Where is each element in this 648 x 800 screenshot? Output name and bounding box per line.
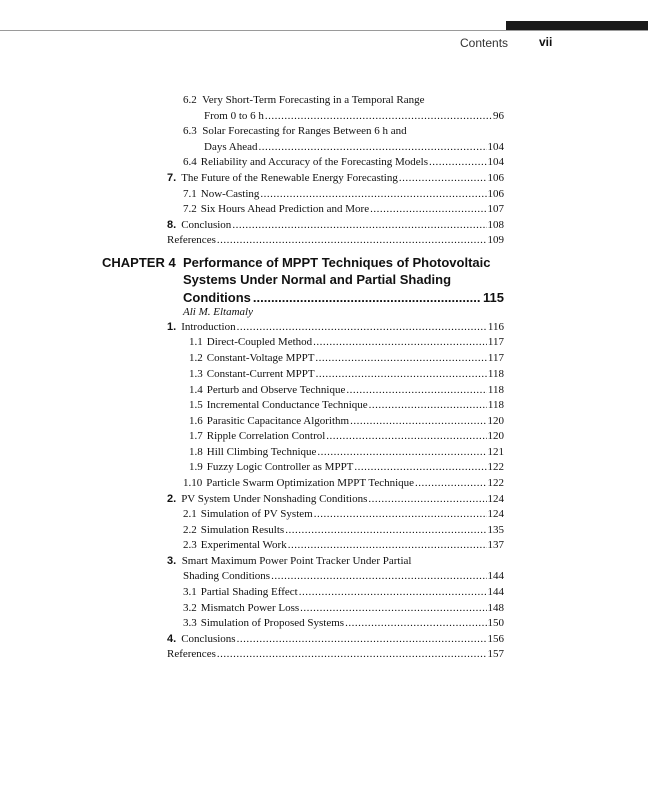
entry-page: 106	[487, 188, 504, 200]
toc-section[interactable]	[167, 632, 504, 647]
entry-number: 1.7	[189, 430, 203, 442]
entry-title: The Future of the Renewable Energy Forecasting	[181, 172, 398, 184]
entry-title: Mismatch Power Loss	[200, 602, 300, 614]
entry-title: From 0 to 6 h	[204, 110, 264, 122]
toc-entry[interactable]	[189, 335, 504, 350]
entry-page: 122	[487, 461, 504, 473]
entry-title: Fuzzy Logic Controller as MPPT	[206, 461, 354, 473]
toc-entry[interactable]	[189, 445, 504, 460]
toc-entry[interactable]	[189, 414, 504, 429]
entry-page: 148	[487, 602, 504, 614]
chapter-page: 115	[483, 290, 504, 305]
toc-section[interactable]	[167, 492, 504, 507]
entry-title: Constant-Voltage MPPT	[206, 352, 315, 364]
toc-entry[interactable]	[204, 109, 504, 124]
entry-page: 107	[487, 203, 504, 215]
entry-title: Perturb and Observe Technique	[206, 384, 346, 396]
toc-entry-heading[interactable]	[183, 124, 407, 139]
toc-entry[interactable]	[189, 351, 504, 366]
entry-title: Incremental Conductance Technique	[206, 399, 368, 411]
toc-entry-heading[interactable]	[183, 93, 425, 108]
entry-title: Experimental Work	[200, 539, 287, 551]
entry-title: Six Hours Ahead Prediction and More	[200, 203, 370, 215]
entry-title: Particle Swarm Optimization MPPT Technique	[206, 477, 415, 489]
entry-title: Reliability and Accuracy of the Forecasting Models	[200, 156, 429, 168]
entry-number: 3.3	[183, 617, 197, 629]
toc-entry[interactable]	[189, 367, 504, 382]
entry-page: 118	[487, 368, 504, 380]
chapter-title: Conditions	[183, 290, 251, 305]
toc-entry[interactable]	[183, 187, 504, 202]
toc-entry[interactable]	[183, 616, 504, 631]
entry-page: 121	[487, 446, 504, 458]
entry-title: Introduction	[181, 321, 236, 333]
entry-page: 144	[487, 570, 504, 582]
toc-entry[interactable]	[183, 155, 504, 170]
toc-entry[interactable]	[189, 429, 504, 444]
toc-entry[interactable]	[183, 507, 504, 522]
entry-title: Solar Forecasting for Ranges Between 6 h and	[202, 125, 407, 137]
toc-section-heading[interactable]	[167, 554, 411, 569]
entry-page: 118	[487, 384, 504, 396]
toc-section[interactable]	[167, 320, 504, 335]
entry-number: 3.1	[183, 586, 197, 598]
entry-number: 6.3	[183, 125, 197, 137]
entry-number: 1.6	[189, 415, 203, 427]
entry-title: Very Short-Term Forecasting in a Temporal Range	[202, 94, 425, 106]
toc-entry[interactable]	[189, 383, 504, 398]
entry-title: References	[167, 648, 216, 660]
entry-title: PV System Under Nonshading Conditions	[181, 493, 368, 505]
entry-page: 104	[487, 141, 504, 153]
header-rule	[0, 30, 648, 31]
entry-page: 120	[487, 430, 504, 442]
entry-title: References	[167, 234, 216, 246]
entry-number: 7.2	[183, 203, 197, 215]
toc-entry[interactable]	[183, 538, 504, 553]
entry-title: Simulation of Proposed Systems	[200, 617, 345, 629]
entry-title: Constant-Current MPPT	[206, 368, 315, 380]
entry-page: 117	[487, 352, 504, 364]
chapter-title-row[interactable]	[183, 289, 504, 306]
toc-entry[interactable]	[183, 585, 504, 600]
entry-number: 3.	[167, 555, 177, 567]
toc-entry[interactable]	[189, 398, 504, 413]
entry-page: 124	[487, 493, 504, 505]
entry-title: Partial Shading Effect	[200, 586, 298, 598]
entry-title: Days Ahead	[204, 141, 258, 153]
toc-section[interactable]	[183, 569, 504, 584]
entry-number: 2.1	[183, 508, 197, 520]
entry-page: 124	[487, 508, 504, 520]
entry-number: 1.8	[189, 446, 203, 458]
entry-number: 1.9	[189, 461, 203, 473]
entry-page: 118	[487, 399, 504, 411]
entry-title: Parasitic Capacitance Algorithm	[206, 415, 350, 427]
entry-number: 7.	[167, 172, 177, 184]
entry-title: Direct-Coupled Method	[206, 336, 313, 348]
toc-references[interactable]	[167, 647, 504, 662]
chapter-title[interactable]: Systems Under Normal and Partial Shading	[183, 272, 452, 287]
entry-page: 157	[487, 648, 504, 660]
toc-references[interactable]	[167, 233, 504, 248]
running-head: Contents	[460, 36, 509, 50]
entry-number: 1.3	[189, 368, 203, 380]
entry-page: 150	[487, 617, 504, 629]
entry-page: 144	[487, 586, 504, 598]
entry-number: 2.3	[183, 539, 197, 551]
entry-number: 1.10	[183, 477, 203, 489]
entry-number: 1.1	[189, 336, 203, 348]
entry-title: Conclusion	[181, 219, 232, 231]
entry-page: 96	[493, 110, 504, 122]
entry-number: 7.1	[183, 188, 197, 200]
entry-page: 106	[487, 172, 504, 184]
chapter-label: CHAPTER 4	[102, 255, 176, 270]
entry-number: 3.2	[183, 602, 197, 614]
page-number: vii	[539, 35, 553, 49]
entry-page: 120	[487, 415, 504, 427]
entry-page: 108	[487, 219, 504, 231]
entry-title: Now-Casting	[200, 188, 260, 200]
entry-title: Ripple Correlation Control	[206, 430, 326, 442]
entry-page: 116	[487, 321, 504, 333]
entry-number: 6.2	[183, 94, 197, 106]
toc-entry[interactable]	[183, 202, 504, 217]
chapter-author: Ali M. Eltamaly	[183, 306, 253, 318]
entry-number: 4.	[167, 633, 177, 645]
entry-number: 2.	[167, 493, 177, 505]
entry-number: 2.2	[183, 524, 197, 536]
entry-title: Simulation of PV System	[200, 508, 313, 520]
entry-number: 1.5	[189, 399, 203, 411]
entry-title: Simulation Results	[200, 524, 285, 536]
entry-number: 1.4	[189, 384, 203, 396]
toc-entry[interactable]	[183, 476, 504, 491]
toc-entry[interactable]	[183, 601, 504, 616]
entry-number: 1.	[167, 321, 177, 333]
entry-page: 135	[487, 524, 504, 536]
entry-page: 137	[487, 539, 504, 551]
entry-page: 117	[487, 336, 504, 348]
entry-number: 1.2	[189, 352, 203, 364]
entry-number: 8.	[167, 219, 177, 231]
entry-title: Hill Climbing Technique	[206, 446, 317, 458]
toc-section[interactable]	[167, 218, 504, 233]
entry-title: Smart Maximum Power Point Tracker Under Partial	[181, 555, 412, 567]
chapter-title[interactable]: Performance of MPPT Techniques of Photovoltaic	[183, 255, 491, 270]
entry-page: 156	[487, 633, 504, 645]
entry-number: 6.4	[183, 156, 197, 168]
toc-section[interactable]	[167, 171, 504, 186]
entry-page: 122	[487, 477, 504, 489]
entry-title: Shading Conditions	[183, 570, 271, 582]
entry-page: 104	[487, 156, 504, 168]
toc-entry[interactable]	[183, 523, 504, 538]
entry-title: Conclusions	[181, 633, 236, 645]
toc-entry[interactable]	[189, 460, 504, 475]
toc-entry[interactable]	[204, 140, 504, 155]
entry-page: 109	[487, 234, 504, 246]
